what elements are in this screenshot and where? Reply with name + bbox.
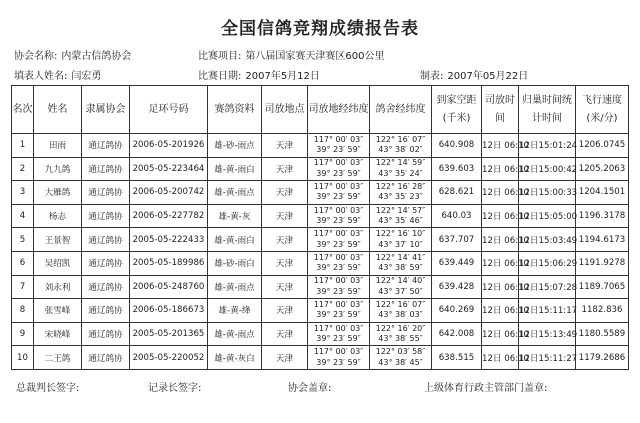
release-place-cell: 天津 [262,134,308,158]
rank-cell: 2 [12,157,34,181]
release-place-cell: 天津 [262,275,308,299]
bird-cell: 雄-砂-雨白 [208,251,262,275]
name-cell: 宋晓峰 [34,322,82,346]
rank-cell: 3 [12,181,34,205]
report-title: 全国信鸽竞翔成绩报告表 [221,19,419,39]
association-cell: 通辽鸽协 [82,299,130,323]
table-row [12,181,629,205]
release-coord-cell: 117° 00′ 03″ 39° 23′ 59″ [308,204,370,228]
rank-cell: 7 [12,275,34,299]
release-place-cell: 天津 [262,346,308,370]
speed-cell: 1205.2063 [576,157,629,181]
loft-coord-cell: 122° 16′ 20″ 43° 38′ 55″ [370,322,432,346]
loft-coord-cell: 122° 16′ 07″ 43° 38′ 02″ [370,134,432,158]
speed-cell: 1204.1501 [576,181,629,205]
rank-cell: 8 [12,299,34,323]
name-cell: 杨志 [34,204,82,228]
release-place-cell: 天津 [262,322,308,346]
release-time-cell: 12日 06:10 [482,322,519,346]
name-cell: 大雁鸽 [34,181,82,205]
loft-coord-cell: 122° 03′ 58″ 43° 38′ 45″ [370,346,432,370]
bird-cell: 雄-黄-雨点 [208,275,262,299]
release-place-cell: 天津 [262,181,308,205]
release-time-cell: 12日 06:10 [482,181,519,205]
results-table [11,85,629,370]
referee-signature-label: 总裁判长签字: [16,383,80,394]
name-cell: 田雨 [34,134,82,158]
arrival-cell: 12日15:13:49 [519,322,576,346]
ring-cell: 2005-05-220052 [130,346,208,370]
ring-cell: 2006-05-227782 [130,204,208,228]
bird-cell: 雄-黄-灰 [208,204,262,228]
table-row [12,204,629,228]
name-cell: 刘永利 [34,275,82,299]
ring-cell: 2005-05-189986 [130,251,208,275]
arrival-cell: 12日15:07:28 [519,275,576,299]
rank-cell: 9 [12,322,34,346]
distance-cell: 638.515 [432,346,482,370]
distance-cell: 639.428 [432,275,482,299]
release-place-cell: 天津 [262,228,308,252]
release-time-cell: 12日 06:10 [482,228,519,252]
bird-cell: 雄-砂-雨点 [208,134,262,158]
table-row [12,134,629,158]
event-value: 第八届国家赛天津赛区600公里 [245,51,385,62]
col-header-association: 隶属协会 [82,86,130,134]
release-coord-cell: 117° 00′ 03″ 39° 23′ 59″ [308,299,370,323]
release-coord-cell: 117° 00′ 03″ 39° 23′ 59″ [308,228,370,252]
col-header-loft-coord: 鸽舍经纬度 [370,86,432,134]
release-place-cell: 天津 [262,299,308,323]
date-value: 2007年5月12日 [245,71,320,82]
ring-cell: 2006-05-248760 [130,275,208,299]
release-time-cell: 12日 06:10 [482,251,519,275]
association-cell: 通辽鸽协 [82,251,130,275]
loft-coord-cell: 122° 14′ 59″ 43° 35′ 24″ [370,157,432,181]
name-cell: 九九鸽 [34,157,82,181]
ring-cell: 2005-05-222433 [130,228,208,252]
loft-coord-cell: 122° 16′ 10″ 43° 37′ 10″ [370,228,432,252]
loft-coord-cell: 122° 14′ 57″ 43° 35′ 46″ [370,204,432,228]
filler-value: 闫宏勇 [71,71,102,82]
table-row [12,275,629,299]
association-cell: 通辽鸽协 [82,228,130,252]
table-row [12,322,629,346]
distance-cell: 640.269 [432,299,482,323]
speed-cell: 1179.2686 [576,346,629,370]
col-header-rank: 名次 [12,86,34,134]
loft-coord-cell: 122° 16′ 28″ 43° 35′ 23″ [370,181,432,205]
made-value: 2007年05月22日 [447,71,529,82]
rank-cell: 5 [12,228,34,252]
release-time-cell: 12日 06:10 [482,346,519,370]
association-cell: 通辽鸽协 [82,181,130,205]
release-place-cell: 天津 [262,251,308,275]
arrival-cell: 12日15:00:42 [519,157,576,181]
loft-coord-cell: 122° 14′ 40″ 43° 37′ 50″ [370,275,432,299]
arrival-cell: 12日15:03:49 [519,228,576,252]
association-cell: 通辽鸽协 [82,134,130,158]
rank-cell: 1 [12,134,34,158]
release-time-cell: 12日 06:10 [482,157,519,181]
distance-cell: 639.449 [432,251,482,275]
rank-cell: 10 [12,346,34,370]
association-cell: 通辽鸽协 [82,204,130,228]
col-header-release-time: 司放时间 [482,86,519,134]
table-row [12,346,629,370]
release-time-cell: 12日 06:10 [482,299,519,323]
bird-cell: 雄-黄-雨点 [208,181,262,205]
date-label: 比赛日期: [198,71,242,82]
speed-cell: 1180.5589 [576,322,629,346]
bird-cell: 雄-黄-灰白 [208,346,262,370]
col-header-arrival: 归巢时间统计时间 [519,86,576,134]
release-time-cell: 12日 06:10 [482,204,519,228]
release-place-cell: 天津 [262,157,308,181]
table-row [12,157,629,181]
recorder-signature-label: 记录长签字: [148,383,202,394]
table-row [12,299,629,323]
name-cell: 吴绍凯 [34,251,82,275]
release-place-cell: 天津 [262,204,308,228]
authority-seal-label: 上级体育行政主管部门盖章: [424,383,548,394]
speed-cell: 1196.3178 [576,204,629,228]
distance-cell: 640.03 [432,204,482,228]
bird-cell: 雄-黄-雨白 [208,228,262,252]
ring-cell: 2006-05-186673 [130,299,208,323]
speed-cell: 1189.7065 [576,275,629,299]
speed-cell: 1194.6173 [576,228,629,252]
event-label: 比赛项目: [198,51,242,62]
col-header-distance: 到家空距(千米) [432,86,482,134]
arrival-cell: 12日15:11:27 [519,346,576,370]
col-header-release-coord: 司放地经纬度 [308,86,370,134]
table-header-row [12,86,629,134]
made-info [420,67,528,82]
release-time-cell: 12日 06:10 [482,134,519,158]
association-cell: 通辽鸽协 [82,346,130,370]
release-coord-cell: 117° 00′ 03″ 39° 23′ 59″ [308,134,370,158]
distance-cell: 642.008 [432,322,482,346]
ring-cell: 2005-05-223464 [130,157,208,181]
association-value: 内蒙古信鸽协会 [61,51,132,62]
event-info [198,47,384,62]
col-header-speed: 飞行速度(米/分) [576,86,629,134]
release-coord-cell: 117° 00′ 03″ 39° 23′ 59″ [308,346,370,370]
distance-cell: 640.908 [432,134,482,158]
col-header-name: 姓名 [34,86,82,134]
arrival-cell: 12日15:05:00 [519,204,576,228]
ring-cell: 2006-05-200742 [130,181,208,205]
release-coord-cell: 117° 00′ 03″ 39° 23′ 59″ [308,181,370,205]
table-row [12,228,629,252]
name-cell: 王景智 [34,228,82,252]
ring-cell: 2005-05-201365 [130,322,208,346]
col-header-release-place: 司放地点 [262,86,308,134]
arrival-cell: 12日15:00:33 [519,181,576,205]
arrival-cell: 12日15:01:24 [519,134,576,158]
col-header-ring: 足环号码 [130,86,208,134]
loft-coord-cell: 122° 14′ 41″ 43° 38′ 59″ [370,251,432,275]
association-label: 协会名称: [14,51,58,62]
association-cell: 通辽鸽协 [82,157,130,181]
date-info [198,67,320,82]
speed-cell: 1182.836 [576,299,629,323]
speed-cell: 1191.9278 [576,251,629,275]
release-coord-cell: 117° 00′ 03″ 39° 23′ 59″ [308,157,370,181]
made-label: 制表: [420,71,444,82]
bird-cell: 雄-黄-雨白 [208,157,262,181]
bird-cell: 雄-黄-雨点 [208,322,262,346]
arrival-cell: 12日15:06:29 [519,251,576,275]
release-coord-cell: 117° 00′ 03″ 39° 23′ 59″ [308,251,370,275]
bird-cell: 雄-黄-绛 [208,299,262,323]
loft-coord-cell: 122° 16′ 07″ 43° 38′ 03″ [370,299,432,323]
distance-cell: 637.707 [432,228,482,252]
ring-cell: 2006-05-201926 [130,134,208,158]
association-cell: 通辽鸽协 [82,275,130,299]
release-coord-cell: 117° 00′ 03″ 39° 23′ 59″ [308,322,370,346]
distance-cell: 639.603 [432,157,482,181]
filler-info [14,67,101,82]
col-header-bird: 赛鸽资料 [208,86,262,134]
association-seal-label: 协会盖章: [288,383,332,394]
association-info [14,47,131,62]
table-row [12,251,629,275]
arrival-cell: 12日15:11:17 [519,299,576,323]
name-cell: 张雪峰 [34,299,82,323]
association-cell: 通辽鸽协 [82,322,130,346]
speed-cell: 1206.0745 [576,134,629,158]
rank-cell: 4 [12,204,34,228]
name-cell: 二王鸽 [34,346,82,370]
filler-label: 填表人姓名: [14,71,68,82]
distance-cell: 628.621 [432,181,482,205]
rank-cell: 6 [12,251,34,275]
release-time-cell: 12日 06:10 [482,275,519,299]
release-coord-cell: 117° 00′ 03″ 39° 23′ 59″ [308,275,370,299]
